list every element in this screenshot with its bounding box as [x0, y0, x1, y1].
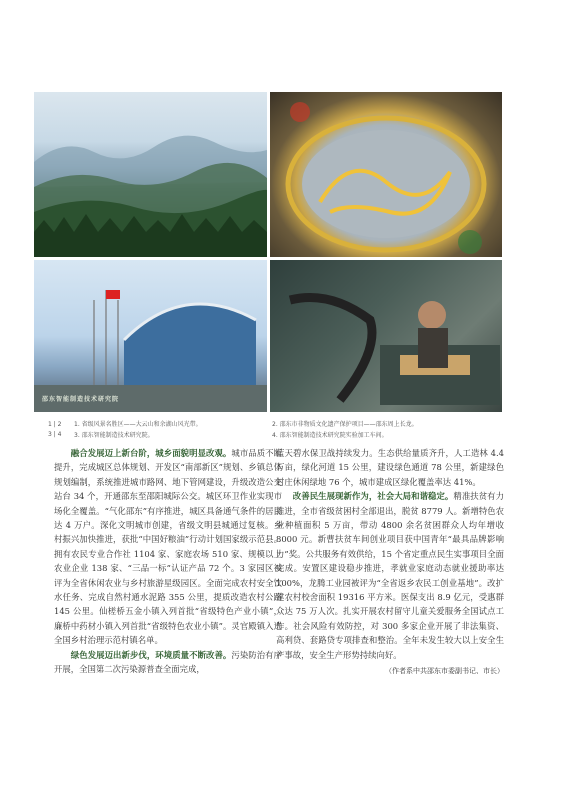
right-text-column	[276, 446, 504, 679]
paragraph-body: 城市品质不断提升，完成城区总体规划、开发区“南部新区”规划、乡镇总体规划编制，系统推进城市路网、地下管网建设，升级改造公交站台 34 个，开通邵东至邵阳城际公交。城区环卫作业实现市场化全覆盖。“气化邵东”有序推进，城区具备通气条件的居民达 4 万户。深化文明城市创建，省级文明县城通过复核。乡村振兴加快推进，获批“中国好粮油”行动计划国家级示范县。拥有农民专业合作社 1104 家、家庭农场 510 家、规模以上农业企业 138 家、“三品一标”认证产品 72 个。3 家园区被评为全省休闲农业与乡村旅游星级园区。全面完成农村安全饮水任务、完成自然村通水泥路 355 公里，提质改造农村公路 145 公里。仙槎桥五金小镇入列首批“省级特色产业小镇”，廉桥中药材小镇入列首批“省级特色农业小镇”。灵官殿镇入选全国乡村治理示范村镇名单。	[54, 448, 283, 646]
dragon-dance-photo	[270, 92, 502, 257]
workshop-illustration	[270, 260, 502, 412]
paragraph-body: 污染防治有序开展，全国第二次污染源普查全面完成，	[54, 649, 283, 675]
author-note: （作者系中共邵东市委副书记、市长）	[385, 667, 504, 676]
page-marker-bottom: 3 | 4	[48, 431, 62, 438]
mountain-illustration	[34, 92, 267, 257]
mountain-landscape-photo	[34, 92, 267, 257]
building-illustration	[34, 260, 267, 412]
caption-4: 4. 邵东智能制造技术研究院实验加工车间。	[272, 432, 388, 439]
paragraph	[276, 446, 504, 489]
paragraph-body: 蓝天碧水保卫战持续发力。生态供给量质齐升，人工造林 4.4 万亩，绿化河道 15 公里，建设绿色通道 78 公里，新建绿色村庄休闲绿地 76 个，城市建成区绿化覆盖率达 41%。	[276, 448, 504, 487]
paragraph-heading: 融合发展迈上新台阶，城乡面貌明显改观。	[70, 448, 232, 458]
paragraph-heading: 绿色发展迈出新步伐，环境质量不断改善。	[70, 649, 232, 660]
caption-1: 1. 省级风景名胜区——大云山和余湖山风光带。	[74, 421, 202, 428]
caption-3: 3. 邵东智能制造技术研究院。	[74, 432, 154, 439]
paragraph	[54, 446, 282, 648]
page-marker-top: 1 | 2	[48, 421, 62, 428]
left-text-column	[54, 446, 282, 677]
caption-2: 2. 邵东市非物质文化遗产保护项目——邵东周上长龙。	[272, 421, 418, 428]
dragon-dance-illustration	[270, 92, 502, 257]
research-institute-photo	[34, 260, 267, 412]
paragraph-heading: 改善民生展现新作为，社会大局和谐稳定。	[292, 491, 454, 502]
manufacturing-workshop-photo	[270, 260, 502, 412]
paragraph	[276, 489, 504, 662]
paragraph-body: 精准扶贫有力推进，全市省级贫困村全部退出，脱贫 8779 人。新增特色农业种植面积 5 万亩，带动 4800 余名贫困群众人均年增收 8000 元。新曹扶贫车间创业项目获中国青年“最具品牌影响力”奖。公共服务有效供给，15 个省定重点民生实事项目全面完成。安置区建设稳步推进，孝就业家庭动态就业援助率达 100%，龙腾工业园被评为“全省返乡农民工创业基地”。改扩建农村校舍面积 19316 平方米。医保支出 8.9 亿元，受惠群众达 75 万人次。扎实开展农村留守儿童关爱服务全国试点工作。社会风险有效防控，对 300 多家企业开展了非法集资、高利贷、套路贷专项排查和整治。全年未发生较大以上安全生产事故，安全生产形势持续向好。	[276, 491, 505, 660]
institute-sign: 邵东智能制造技术研究院	[42, 396, 120, 403]
paragraph	[54, 648, 282, 677]
